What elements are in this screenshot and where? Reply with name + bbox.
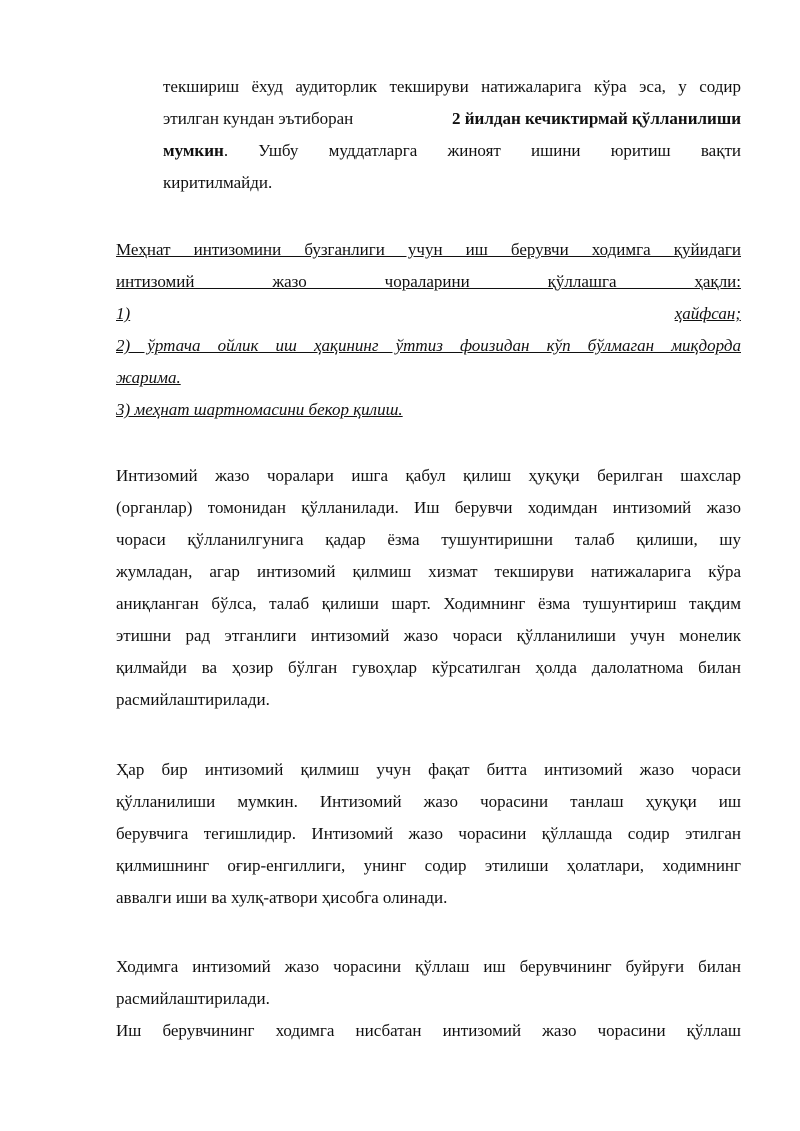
list-heading-line: интизомий жазо чораларини қўллашга ҳақли: xyxy=(116,272,741,291)
text-line: Иш берувчининг ходимга нисбатан интизомий жазо чорасини қўллаш xyxy=(116,1021,741,1040)
list-item-number: 1) xyxy=(116,304,131,323)
text-line: жумладан, агар интизомий қилмиш хизмат текшируви натижаларига кўра xyxy=(116,562,741,581)
text-line: Ходимга интизомий жазо чорасини қўллаш иш берувчининг буйруғи билан xyxy=(116,957,741,976)
text-line: қилмайди ва ҳозир бўлган гувоҳлар кўрсатилган ҳолда далолатнома билан xyxy=(116,658,741,677)
bold-text: мумкин xyxy=(163,141,224,160)
text-line: этишни рад этганлиги интизомий жазо чораси қўлланилиши учун монелик xyxy=(116,626,741,645)
list-item-text: ҳайфсан; xyxy=(674,304,741,323)
text-line: чораси қўлланилгунига қадар ёзма тушунтиришни талаб қилиши, шу xyxy=(116,530,741,549)
text-line: расмийлаштирилади. xyxy=(116,690,270,709)
text-segment: этилган кундан эътиборан xyxy=(163,109,354,128)
paragraph-order-formalization xyxy=(116,951,741,1047)
paragraph-single-measure xyxy=(116,754,741,914)
disciplinary-measures-list xyxy=(116,234,741,426)
list-heading-line: Меҳнат интизомини бузганлиги учун иш берувчи ходимга қуйидаги xyxy=(116,240,741,259)
bold-text: 2 йилдан кечиктирмай қўлланилиши xyxy=(452,109,741,128)
text-line: киритилмайди. xyxy=(163,173,273,192)
text-line: қўлланилиши мумкин. Интизомий жазо чорасини танлаш ҳуқуқи иш xyxy=(116,792,741,811)
text-line: қилмишнинг оғир-енгиллиги, унинг содир этилиши ҳолатлари, ходимнинг xyxy=(116,856,741,875)
list-item-reprimand xyxy=(116,298,741,330)
text-line: аниқланган бўлса, талаб қилиши шарт. Ходимнинг ёзма тушунтириш тақдим xyxy=(116,594,741,613)
text-segment: . Ушбу муддатларга жиноят ишини юритиш вақти xyxy=(223,141,741,160)
text-segment: жарима. xyxy=(116,368,181,387)
text-line xyxy=(163,103,741,135)
list-item-termination: 3) меҳнат шартномасини бекор қилиш. xyxy=(116,400,403,419)
paragraph-deadline-continuation xyxy=(163,71,741,199)
paragraph-application-procedure xyxy=(116,460,741,716)
text-line xyxy=(163,135,741,167)
text-line: аввалги иши ва хулқ-атвори ҳисобга олинади. xyxy=(116,888,448,907)
list-item-fine: 2) ўртача ойлик иш ҳақининг ўттиз фоизидан кўп бўлмаган миқдорда xyxy=(116,336,741,355)
text-line: текшириш ёхуд аудиторлик текшируви натижаларига кўра эса, у содир xyxy=(163,77,741,96)
list-item-fine-continued xyxy=(116,362,741,394)
text-line: расмийлаштирилади. xyxy=(116,989,270,1008)
text-line: (органлар) томонидан қўлланилади. Иш берувчи ходимдан интизомий жазо xyxy=(116,498,741,517)
text-line: Ҳар бир интизомий қилмиш учун фақат битта интизомий жазо чораси xyxy=(116,760,741,779)
text-line: берувчига тегишлидир. Интизомий жазо чорасини қўллашда содир этилган xyxy=(116,824,741,843)
text-line: Интизомий жазо чоралари ишга қабул қилиш ҳуқуқи берилган шахслар xyxy=(116,466,741,485)
